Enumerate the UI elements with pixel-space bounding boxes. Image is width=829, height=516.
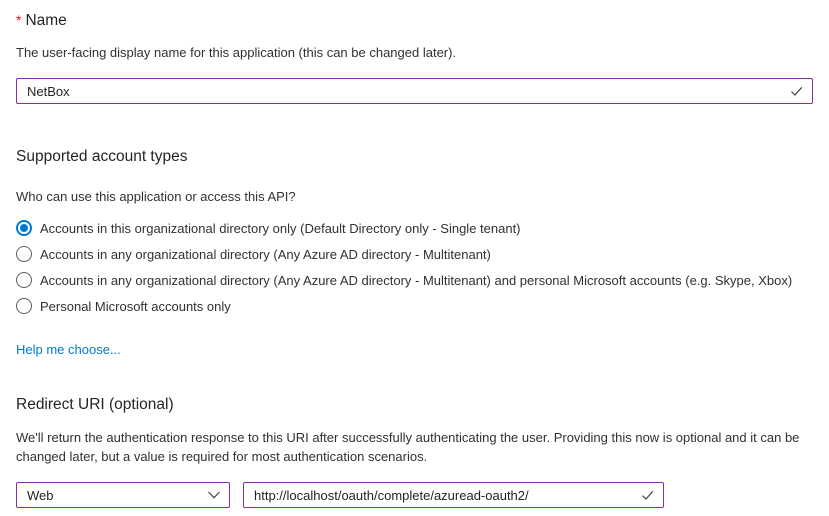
- radio-option-personal-only[interactable]: [16, 293, 813, 319]
- redirect-uri-input-field: [243, 482, 664, 508]
- radio-option-label: Accounts in this organizational directory only (Default Directory only - Single tenant): [40, 220, 521, 236]
- radio-icon[interactable]: [16, 272, 32, 288]
- name-input-field: [16, 78, 813, 104]
- name-section-title: [16, 10, 813, 31]
- radio-option-single-tenant[interactable]: [16, 215, 813, 241]
- name-title-text: Name: [25, 12, 67, 29]
- name-description: The user-facing display name for this application (this can be changed later).: [16, 45, 457, 60]
- radio-icon[interactable]: [16, 220, 32, 236]
- redirect-uri-description: We'll return the authentication response to this URI after successfully authenticating the user. Providing this now is optional and it can be changed later, but a value is required for most authentication scenarios.: [16, 430, 800, 464]
- account-types-radio-group: [16, 215, 813, 319]
- radio-option-multitenant[interactable]: [16, 241, 813, 267]
- name-input[interactable]: [17, 79, 812, 103]
- chevron-down-icon: [207, 491, 221, 500]
- radio-option-label: Accounts in any organizational directory (Any Azure AD directory - Multitenant): [40, 246, 491, 262]
- radio-option-label: Accounts in any organizational directory (Any Azure AD directory - Multitenant) and personal Microsoft accounts (e.g. Skype, Xbox): [40, 272, 793, 288]
- redirect-uri-input[interactable]: [244, 483, 663, 507]
- required-asterisk: *: [16, 12, 22, 28]
- radio-icon[interactable]: [16, 246, 32, 262]
- radio-option-multitenant-personal[interactable]: [16, 267, 813, 293]
- platform-select-value: Web: [27, 487, 54, 503]
- platform-select[interactable]: [16, 482, 230, 508]
- radio-icon[interactable]: [16, 298, 32, 314]
- radio-option-label: Personal Microsoft accounts only: [40, 298, 231, 314]
- redirect-uri-section-title: Redirect URI (optional): [16, 396, 174, 413]
- help-me-choose-link[interactable]: Help me choose...: [16, 342, 121, 357]
- account-types-section-title: Supported account types: [16, 148, 188, 165]
- account-types-question: Who can use this application or access this API?: [16, 189, 296, 204]
- redirect-uri-row: [16, 482, 813, 508]
